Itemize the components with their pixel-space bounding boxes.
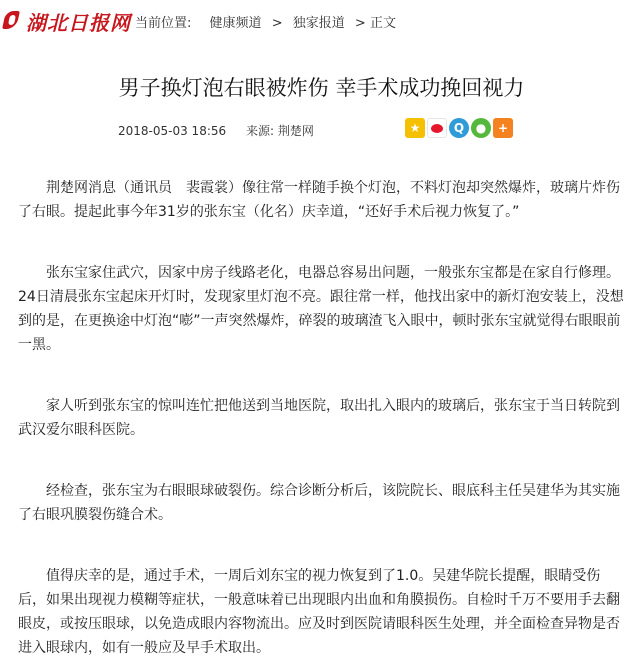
article-paragraph: 值得庆幸的是，通过手术，一周后刘东宝的视力恢复到了1.0。吴建华院长提醒，眼睛受伤后，如果出现视力模糊等症状，一般意味着已出现眼内出血和角膜损伤。自检时千万不要用手去翻眼皮，或按压眼球，以免造成眼内容物流出。应及时到医院请眼科医生处理，并全面检查异物是否进入眼球内，如有一般应及早手术取出。	[18, 568, 620, 656]
article-paragraph: 经检查，张东宝为右眼眼球破裂伤。综合诊断分析后，该院院长、眼底科主任吴建华为其实施了右眼巩膜裂伤缝合术。	[18, 483, 620, 523]
share-bar	[405, 118, 513, 138]
brand-name: 湖北日报网	[26, 10, 131, 35]
article-paragraph: 家人听到张东宝的惊叫连忙把他送到当地医院，取出扎入眼内的玻璃后，张东宝于当日转院到武汉爱尔眼科医院。	[18, 398, 620, 438]
tencent-weibo-icon[interactable]: Q	[449, 118, 469, 138]
breadcrumb-prefix: 当前位置:	[135, 16, 192, 31]
breadcrumb-separator: >	[271, 16, 283, 31]
site-logo[interactable]	[2, 6, 131, 36]
wechat-icon[interactable]: ●	[471, 118, 491, 138]
top-bar	[0, 0, 643, 42]
qzone-icon[interactable]: ★	[405, 118, 425, 138]
article-body	[18, 176, 628, 660]
article-paragraph: 张东宝家住武穴，因家中房子线路老化，电器总容易出问题，一般张东宝都是在家自行修理。24日清晨张东宝起床开灯时，发现家里灯泡不亮。跟往常一样，他找出家中的新灯泡安装上，没想到的是，在更换途中灯泡“嘭”一声突然爆炸，碎裂的玻璃渣飞入眼中，顿时张东宝就觉得右眼眼前一黑。	[18, 265, 624, 353]
breadcrumb-separator: >	[354, 16, 366, 31]
breadcrumb	[135, 12, 396, 31]
article-paragraph: 荆楚网消息（通讯员 裴霞裳）像往常一样随手换个灯泡，不料灯泡却突然爆炸，玻璃片炸伤了右眼。提起此事今年31岁的张东宝（化名）庆幸道，“还好手术后视力恢复了。”	[18, 180, 620, 220]
source-name: 荆楚网	[277, 124, 314, 138]
breadcrumb-item-exclusive[interactable]: 独家报道	[292, 16, 345, 31]
weibo-icon[interactable]	[427, 118, 447, 138]
article-meta	[118, 122, 314, 139]
logo-mark-icon	[2, 9, 22, 33]
breadcrumb-item-article: 正文	[369, 16, 396, 31]
source-label: 来源:	[245, 124, 275, 138]
more-share-icon[interactable]: +	[493, 118, 513, 138]
article-title: 男子换灯泡右眼被炸伤 幸手术成功挽回视力	[118, 76, 525, 100]
publish-date: 2018-05-03 18:56	[118, 124, 227, 138]
breadcrumb-item-health[interactable]: 健康频道	[209, 16, 262, 31]
